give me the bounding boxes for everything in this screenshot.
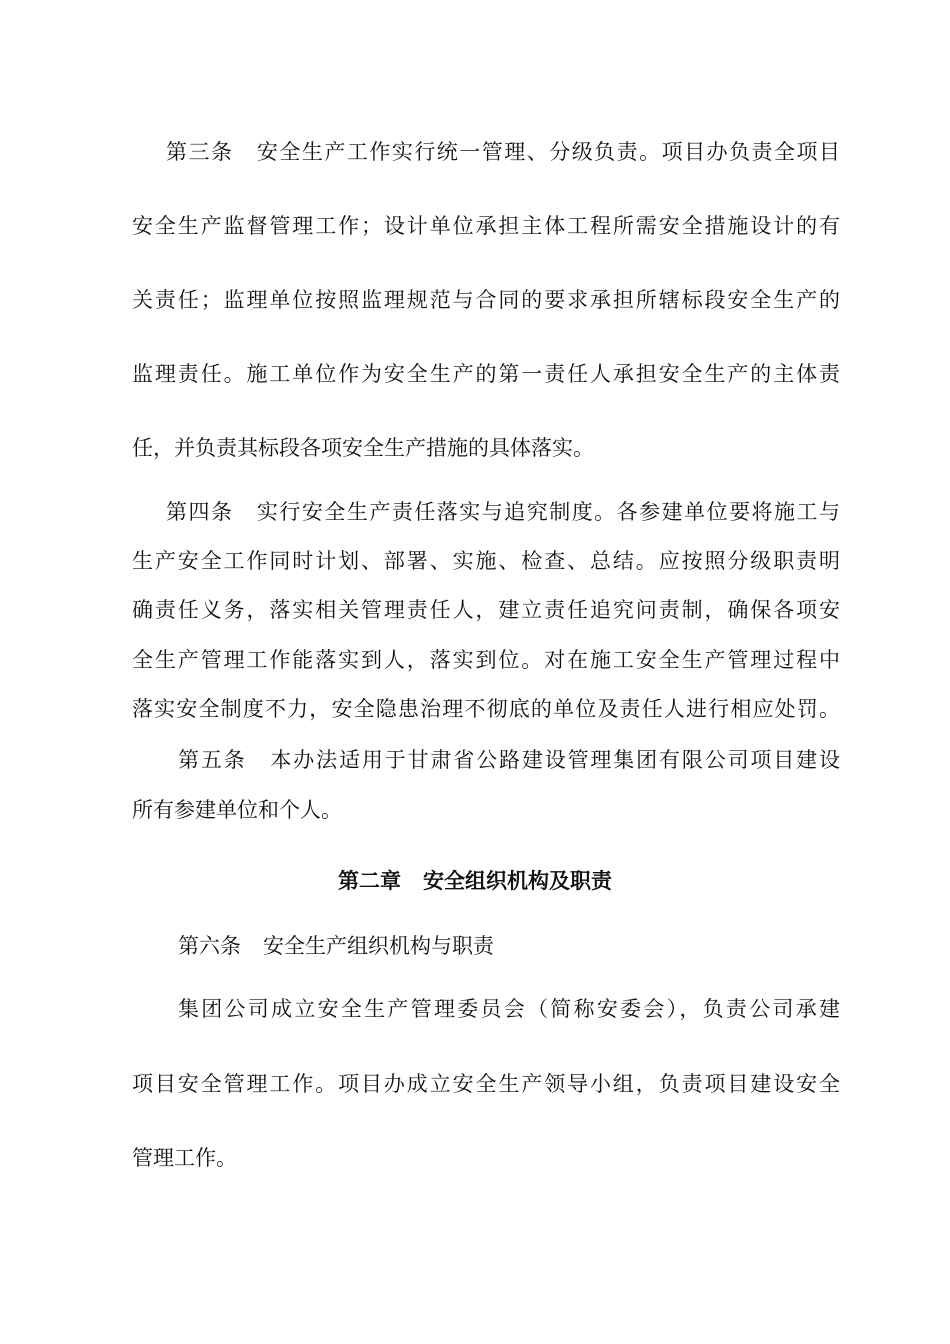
article-4-line: 全生产管理工作能落实到人，落实到位。对在施工安全生产管理过程中 — [132, 648, 840, 672]
article-3-line: 监理责任。施工单位作为安全生产的第一责任人承担安全生产的主体责 — [132, 362, 840, 386]
article-3-line: 任，并负责其标段各项安全生产措施的具体落实。 — [132, 436, 594, 460]
article-3-label: 第三条 — [166, 140, 234, 164]
chapter-title: 安全组织机构及职责 — [423, 869, 612, 893]
chapter-heading — [0, 866, 950, 896]
chapter-number: 第二章 — [338, 869, 401, 893]
article-4-line: 确责任义务，落实相关管理责任人，建立责任追究问责制，确保各项安 — [132, 598, 840, 622]
article-3-text: 安全生产工作实行统一管理、分级负责。项目办负责全项目 — [255, 140, 841, 164]
article-4-text: 实行安全生产责任落实与追究制度。各参建单位要将施工与 — [255, 500, 841, 524]
article-5-first-line — [178, 745, 840, 775]
article-3-line: 关责任；监理单位按照监理规范与合同的要求承担所辖标段安全生产的 — [132, 288, 840, 312]
article-6-title: 安全生产组织机构与职责 — [263, 934, 494, 958]
article-5-label: 第五条 — [178, 748, 247, 772]
article-6-line — [178, 931, 840, 961]
article-5-line: 所有参建单位和个人。 — [132, 798, 342, 822]
article-5-text: 本办法适用于甘肃省公路建设管理集团有限公司项目建设 — [268, 748, 841, 772]
article-3-first-line — [166, 137, 840, 167]
paragraph-line: 项目安全管理工作。项目办成立安全生产领导小组，负责项目建设安全 — [132, 1072, 840, 1096]
paragraph-line: 管理工作。 — [132, 1146, 237, 1170]
article-6-label: 第六条 — [178, 934, 241, 958]
article-4-label: 第四条 — [166, 500, 234, 524]
article-4-line: 生产安全工作同时计划、部署、实施、检查、总结。应按照分级职责明 — [132, 549, 840, 573]
paragraph-line: 集团公司成立安全生产管理委员会（简称安委会），负责公司承建 — [178, 997, 840, 1021]
article-4-line: 落实安全制度不力，安全隐患治理不彻底的单位及责任人进行相应处罚。 — [132, 697, 840, 721]
article-4-first-line — [166, 497, 840, 527]
article-3-line: 安全生产监督管理工作；设计单位承担主体工程所需安全措施设计的有 — [132, 214, 840, 238]
